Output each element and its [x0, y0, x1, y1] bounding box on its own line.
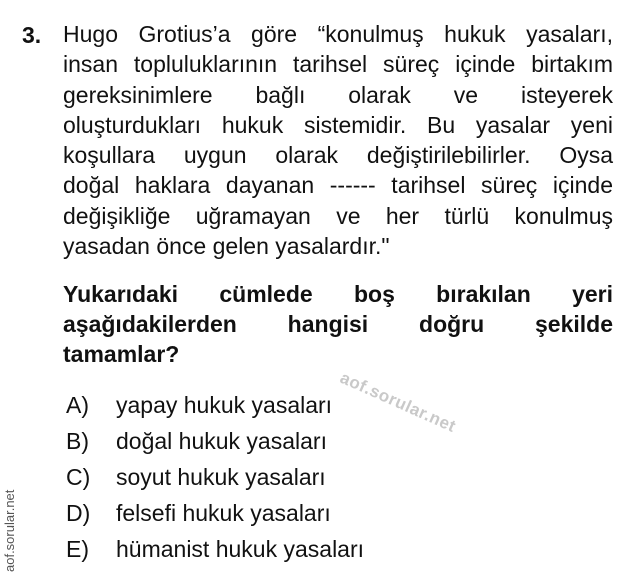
- option-text: yapay hukuk yasaları: [116, 392, 333, 418]
- option-letter: D): [66, 500, 91, 526]
- option-text: soyut hukuk yasaları: [116, 464, 326, 490]
- option-letter: B): [66, 428, 89, 454]
- option-text: felsefi hukuk yasaları: [116, 500, 331, 526]
- stem-line: gereksinimlere bağlı olarak ve isteyerek: [63, 81, 613, 108]
- question-stem: [63, 19, 613, 261]
- option-d[interactable]: [66, 495, 364, 531]
- option-text: doğal hukuk yasaları: [116, 428, 327, 454]
- option-c[interactable]: [66, 459, 364, 495]
- option-text: hümanist hukuk yasaları: [116, 536, 365, 562]
- question-number: 3.: [22, 22, 42, 48]
- prompt-line: Yukarıdaki cümlede boş bırakılan yeri: [63, 281, 613, 307]
- option-e[interactable]: [66, 531, 364, 567]
- stem-line: Hugo Grotius’a göre “konulmuş hukuk yasaları,: [63, 21, 613, 47]
- stem-line: değişikliğe uğramayan ve her türlü konulmuş: [63, 202, 613, 229]
- stem-line: insan topluluklarının tarihsel süreç içinde birtakım: [63, 51, 613, 78]
- stem-line: yasadan önce gelen yasalardır.": [63, 233, 390, 260]
- diagonal-watermark: aof.sorular.net: [337, 368, 459, 437]
- question-prompt: [63, 279, 613, 369]
- prompt-line: aşağıdakilerden hangisi doğru şekilde: [63, 311, 613, 337]
- option-letter: C): [66, 464, 91, 490]
- option-letter: E): [66, 536, 89, 562]
- stem-line: doğal haklara dayanan ------ tarihsel süreç içinde: [63, 172, 613, 199]
- stem-line: koşullara uygun olarak değiştirilebilirler. Oysa: [63, 142, 613, 169]
- answer-options: [66, 387, 364, 567]
- stem-line: oluşturdukları hukuk sistemidir. Bu yasalar yeni: [63, 111, 613, 138]
- option-letter: A): [66, 392, 89, 418]
- prompt-line: tamamlar?: [63, 341, 180, 367]
- option-a[interactable]: [66, 387, 364, 423]
- option-b[interactable]: [66, 423, 364, 459]
